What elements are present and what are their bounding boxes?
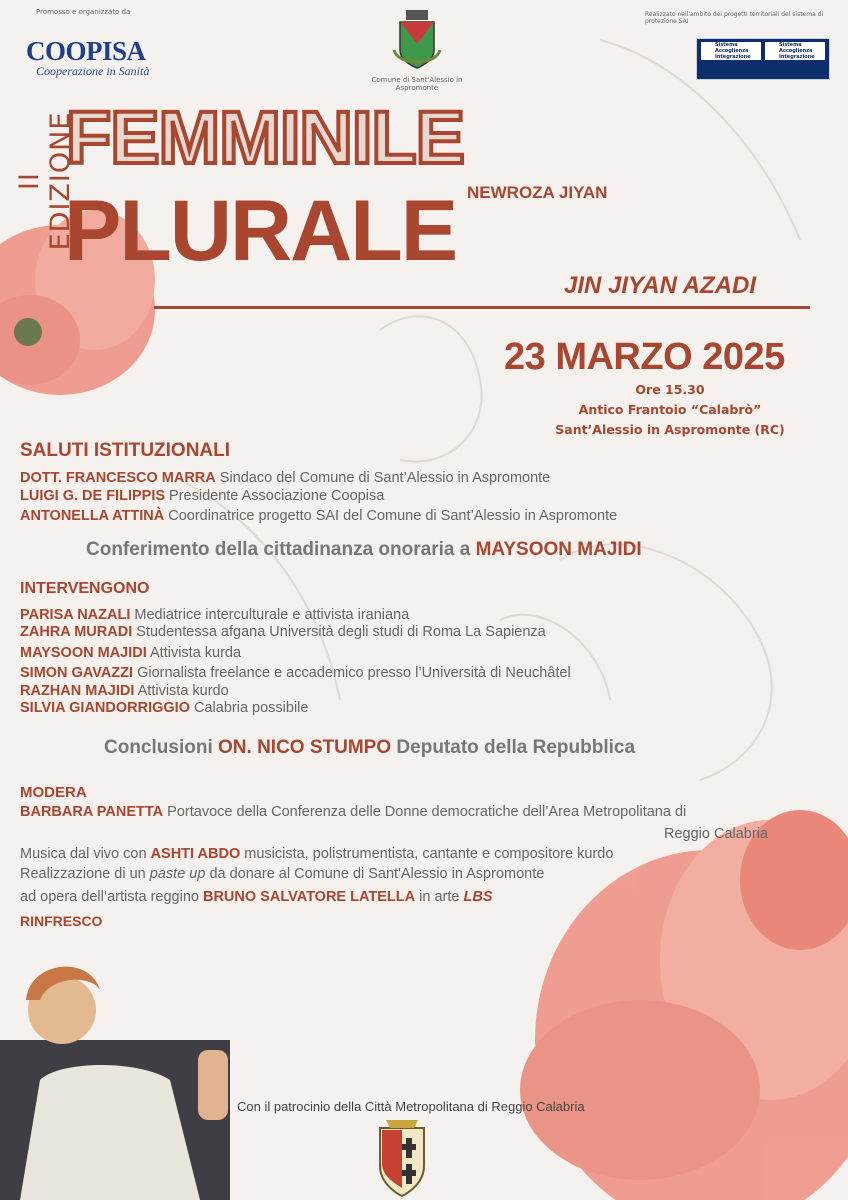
musica-suffix: musicista, polistrumentista, cantante e compositore kurdo [244, 846, 614, 862]
sai-logos [696, 38, 830, 80]
speaker-name: DOTT. FRANCESCO MARRA [20, 470, 216, 486]
saluti-item [20, 470, 550, 486]
newroza-label: NEWROZA JIYAN [467, 183, 608, 202]
pasteup-line-1 [20, 866, 544, 882]
conclusioni-line [104, 737, 635, 759]
moderator-name: BARBARA PANETTA [20, 804, 164, 820]
sai-note: Realizzato nell'ambito dei progetti territoriali del sistema di protezione SAI [645, 11, 824, 25]
artist-name: BRUNO SALVATORE LATELLA [202, 889, 416, 905]
moderator-role: Portavoce della Conferenza delle Donne democratiche dell’Area Metropolitana di [167, 804, 687, 820]
coopisa-subtitle: Cooperazione in Sanità [36, 64, 150, 78]
intervengono-heading: INTERVENGONO [20, 580, 150, 597]
speaker-item [20, 607, 409, 623]
pasteup-text: ad opera dell’artista reggino [20, 889, 199, 905]
speaker-role: Sindaco del Comune di Sant’Alessio in Aspromonte [219, 470, 551, 486]
conferimento-name: MAYSOON MAJIDI [475, 539, 642, 560]
promosso-label: Promosso e organizzato da [36, 8, 131, 16]
conclusioni-name: ON. NICO STUMPO [218, 737, 392, 758]
patrocinio-label: Con il patrocinio della Città Metropolitana di Reggio Calabria [237, 1099, 585, 1114]
rinfresco-label: RINFRESCO [20, 913, 103, 929]
speaker-item [20, 665, 571, 681]
speaker-name: ANTONELLA ATTINÀ [20, 508, 165, 524]
comune-label: Comune di Sant'Alessio in Aspromonte [371, 76, 463, 92]
poppy-right [520, 810, 848, 1200]
musica-name: ASHTI ABDO [150, 846, 241, 862]
speaker-item [20, 624, 546, 640]
slogan: JIN JIYAN AZADI [564, 272, 757, 299]
speaker-item [20, 683, 229, 699]
speaker-role: Attivista kurdo [137, 683, 229, 699]
pasteup-text: in arte [419, 889, 460, 905]
event-venue: Antico Frantoio “Calabrò” [578, 402, 762, 417]
moderator-role-cont: Reggio Calabria [664, 826, 768, 842]
moderator-item [20, 804, 686, 820]
speaker-name: RAZHAN MAJIDI [20, 683, 135, 699]
sai-logo-1: Sistema Accoglienza Integrazione [701, 42, 761, 60]
saluti-heading: SALUTI ISTITUZIONALI [20, 440, 231, 461]
speaker-role: Presidente Associazione Coopisa [169, 488, 385, 504]
event-info [520, 380, 820, 440]
musica-line [20, 846, 613, 862]
event-place: Sant’Alessio in Aspromonte (RC) [555, 422, 785, 437]
event-date: 23 MARZO 2025 [504, 336, 785, 378]
title-plurale: PLURALE [64, 183, 457, 279]
speaker-role: Mediatrice interculturale e attivista iraniana [134, 607, 410, 623]
conferimento-line [86, 539, 642, 561]
musica-prefix: Musica dal vivo con [20, 846, 147, 862]
coopisa-logo [26, 38, 166, 79]
comune-crest-icon [392, 10, 442, 72]
pasteup-text: Realizzazione di un [20, 866, 146, 882]
sai-logo-2: Sistema Accoglienza Integrazione [765, 42, 825, 60]
speaker-role: Giornalista freelance e accademico presso l’Università di Neuchâtel [137, 665, 571, 681]
speaker-name: LUIGI G. DE FILIPPIS [20, 488, 166, 504]
pasteup-em: paste up [149, 866, 206, 882]
conclusioni-suffix: Deputato della Repubblica [396, 737, 636, 758]
speaker-role: Coordinatrice progetto SAI del Comune di Sant’Alessio in Aspromonte [168, 508, 618, 524]
event-time: Ore 15.30 [635, 382, 705, 397]
coopisa-name: COOPISA [26, 36, 146, 66]
speaker-name: SIMON GAVAZZI [20, 665, 134, 681]
title-divider [154, 306, 810, 309]
speaker-name: MAYSOON MAJIDI [20, 645, 147, 661]
speaker-name: PARISA NAZALI [20, 607, 131, 623]
speaker-role: Calabria possibile [194, 700, 309, 716]
artist-alias: LBS [463, 889, 493, 905]
saluti-item [20, 508, 617, 524]
citta-metropolitana-crest [380, 1120, 424, 1196]
pasteup-text: da donare al Comune di Sant'Alessio in Aspromonte [209, 866, 545, 882]
conclusioni-prefix: Conclusioni [104, 737, 213, 758]
speaker-name: SILVIA GIANDORRIGGIO [20, 700, 190, 716]
conferimento-text: Conferimento della cittadinanza onoraria a [86, 539, 471, 560]
portrait-photo [0, 967, 230, 1200]
speaker-role: Studentessa afgana Università degli studi di Roma La Sapienza [136, 624, 546, 640]
title-femminile: FEMMINILE [66, 96, 464, 179]
speaker-role: Attivista kurda [150, 645, 242, 661]
modera-heading: MODERA [20, 784, 87, 801]
pasteup-line-2 [20, 889, 492, 905]
saluti-item [20, 488, 384, 504]
edizione-label: II EDIZIONE [14, 111, 76, 251]
speaker-name: ZAHRA MURADI [20, 624, 133, 640]
speaker-item [20, 645, 241, 661]
speaker-item [20, 700, 308, 716]
comune-logo [352, 10, 482, 92]
